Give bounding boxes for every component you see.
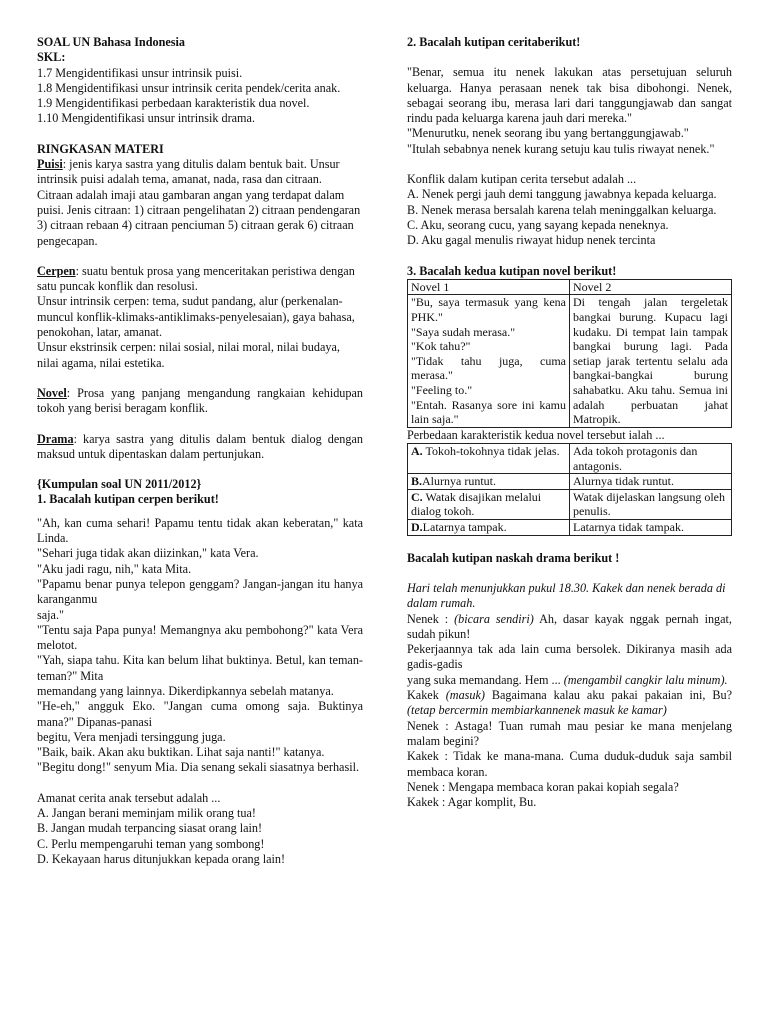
novel1-line: "Saya sudah merasa.": [411, 324, 516, 339]
q1-title: 1. Bacalah kutipan cerpen berikut!: [37, 492, 219, 507]
novel1-line: "Feeling to.": [411, 383, 473, 398]
q1-question: Amanat cerita anak tersebut adalah ...: [37, 790, 221, 805]
option-letter: D.: [411, 520, 423, 535]
skl-label: SKL:: [37, 50, 66, 65]
q1-option: B. Jangan mudah terpancing siasat orang lain!: [37, 821, 263, 836]
option-right-cell: Ada tokoh protagonis dan antagonis.: [570, 444, 732, 474]
novel-term: Novel: [37, 385, 67, 400]
q1-option: A. Jangan berani meminjam milik orang tua!: [37, 806, 256, 821]
drama-text: Agar komplit, Bu.: [447, 795, 537, 810]
drama-line: [407, 642, 732, 673]
kumpulan-heading: {Kumpulan soal UN 2011/2012}: [37, 477, 202, 492]
citraan-text: Citraan adalah imaji atau gambaran angan yang terdapat dalam puisi. Jenis citraan: 1) citraan pengelihatan 2) citraan pendengaran 3) citraan rebaan 4) citraan penciuman 5) citraan gerak 6) citraan pengecapan.: [37, 187, 361, 248]
drama-line: [407, 719, 732, 750]
cerpen-term: Cerpen: [37, 263, 76, 278]
drama-speaker: Nenek :: [407, 779, 449, 794]
drama-text: Astaga! Tuan rumah mau pesiar ke mana menjelang malam begini?: [407, 718, 732, 748]
table-row: [408, 295, 732, 427]
q2-passage: [407, 65, 732, 157]
table-row: [408, 520, 732, 536]
q1-line: "Yah, siapa tahu. Kita kan belum lihat buktinya. Betul, kan teman-teman?" Mita: [37, 653, 363, 683]
option-left-cell: [408, 520, 570, 536]
novel-definition: [37, 386, 363, 417]
option-left-text: Alurnya runtut.: [422, 474, 497, 489]
novel1-line: "Entah. Rasanya sore ini kamu lain saja.": [411, 397, 566, 427]
novel-def-text: : Prosa yang panjang mengandung rangkaian kehidupan tokoh yang berisi beragam konflik.: [37, 385, 363, 416]
drama-text: yang suka memandang. Hem ...: [407, 672, 564, 687]
q2-line: "Menurutku, nenek seorang ibu yang bertanggungjawab.": [407, 126, 689, 141]
drama-script: [407, 612, 732, 811]
q3-title: 3. Bacalah kedua kutipan novel berikut!: [407, 263, 617, 278]
option-letter: C.: [411, 489, 423, 504]
drama-speaker: Kakek :: [407, 749, 454, 764]
option-letter: A.: [411, 444, 423, 459]
stage-direction: (mengambil cangkir lalu minum).: [563, 672, 728, 687]
q1-option: C. Perlu mempengaruhi teman yang sombong!: [37, 836, 265, 851]
stage-direction: (bicara sendiri): [454, 611, 534, 626]
drama-line: [407, 688, 732, 719]
options-table: [407, 443, 732, 536]
drama-intro: Hari telah menunjukkan pukul 18.30. Kakek dan nenek berada di dalam rumah.: [407, 580, 726, 611]
q2-option: B. Nenek merasa bersalah karena telah meninggalkan keluarga.: [407, 202, 717, 217]
q1-passage: [37, 516, 363, 776]
novel2-text: Di tengah jalan tergeletak bangkai burung. Kupacu lagi kudaku. Di tempat lain tampak bangkai burung lagi. Pada setiap jarak tertentu selalu ada bangkai-bangkai burung sahabatku. Aku tahu. Semua ini adalah perbuatan jahat Matropik.: [573, 295, 728, 427]
option-letter: B.: [411, 474, 423, 489]
left-column: [37, 35, 363, 867]
drama-line: [407, 612, 732, 643]
q4-title: Bacalah kutipan naskah drama berikut !: [407, 550, 620, 565]
cerpen-intrinsik: Unsur intrinsik cerpen: tema, sudut pandang, alur (perkenalan-muncul konflik-klimaks-antiklimaks-penyelesaian), gaya bahasa, penokohan, latar, amanat.: [37, 294, 355, 340]
drama-text: Bagaimana kalau aku pakai pakaian ini, Bu?: [484, 688, 732, 703]
table-row: [408, 444, 732, 474]
option-right-cell: Watak dijelaskan langsung oleh penulis.: [570, 489, 732, 519]
right-column: [407, 35, 732, 810]
table-row: [408, 474, 732, 490]
q1-line: memandang yang lainnya. Dikerdipkannya sebelah matanya.: [37, 683, 334, 698]
drama-definition: [37, 432, 363, 463]
q2-option: A. Nenek pergi jauh demi tanggung jawabnya kepada keluarga.: [407, 187, 717, 202]
puisi-term: Puisi: [37, 157, 63, 172]
q3-question: Perbedaan karakteristik kedua novel tersebut ialah ...: [407, 427, 665, 442]
novel1-line: "Tidak tahu juga, cuma merasa.": [411, 353, 566, 383]
option-left-cell: [408, 489, 570, 519]
option-left-text: Watak disajikan melalui dialog tokoh.: [411, 489, 542, 519]
doc-title: SOAL UN Bahasa Indonesia: [37, 35, 185, 49]
stage-direction: (tetap bercermin membiarkannenek masuk ke kamar): [407, 703, 667, 718]
puisi-definition: [37, 157, 363, 188]
drama-text: Ah, dasar kayak nggak pernah ingat, sudah pikun!: [407, 611, 732, 641]
option-left-cell: [408, 444, 570, 474]
drama-line: [407, 795, 732, 810]
drama-speaker: Nenek :: [407, 611, 455, 626]
drama-term: Drama: [37, 431, 74, 446]
q1-line: saja.": [37, 607, 64, 622]
q2-question: Konflik dalam kutipan cerita tersebut adalah ...: [407, 172, 637, 187]
stage-direction: (masuk): [445, 688, 485, 703]
drama-line: [407, 673, 732, 688]
novel2-cell: [570, 295, 732, 427]
q1-line: begitu, Vera menjadi tersinggung juga.: [37, 729, 226, 744]
table-row: [408, 279, 732, 295]
cerpen-def-text: : suatu bentuk prosa yang menceritakan peristiwa dengan satu puncak konflik dan resolusi.: [37, 263, 355, 294]
option-left-text: Tokoh-tokohnya tidak jelas.: [425, 444, 560, 459]
q1-line: "Tentu saja Papa punya! Memangnya aku pembohong?" kata Vera melotot.: [37, 622, 363, 653]
option-right-cell: Latarnya tidak tampak.: [570, 520, 732, 536]
skl-item: 1.10 Mengidentifikasi unsur intrinsik drama.: [37, 111, 255, 126]
table-row: [408, 489, 732, 519]
skl-item: 1.9 Mengidentifikasi perbedaan karakteristik dua novel.: [37, 96, 310, 111]
skl-item: 1.8 Mengidentifikasi unsur intrinsik cerita pendek/cerita anak.: [37, 80, 341, 95]
option-left-cell: [408, 474, 570, 490]
puisi-def-text: : jenis karya sastra yang ditulis dalam bentuk bait. Unsur intrinsik puisi adalah tema, amanat, nada, rasa dan citraan.: [37, 157, 340, 187]
drama-line: [407, 749, 732, 780]
novel1-header: Novel 1: [408, 279, 570, 295]
q2-option: C. Aku, seorang cucu, yang sayang kepada neneknya.: [407, 217, 669, 232]
drama-speaker: Kakek: [407, 688, 446, 703]
q1-option: D. Kekayaan harus ditunjukkan kepada orang lain!: [37, 851, 286, 866]
drama-speaker: Kakek :: [407, 795, 448, 810]
drama-speaker: Nenek :: [407, 718, 455, 733]
cerpen-ekstrinsik: Unsur ekstrinsik cerpen: nilai sosial, nilai moral, nilai budaya, nilai agama, nilai estetika.: [37, 340, 340, 370]
q1-line: "Begitu dong!" senyum Mia. Dia senang sekali siasatnya berhasil.: [37, 760, 360, 775]
drama-text: Tidak ke mana-mana. Cuma duduk-duduk saja sambil membaca koran.: [407, 749, 732, 779]
cerpen-definition: [37, 264, 363, 295]
novel1-cell: [408, 295, 570, 427]
q1-line: "He-eh," angguk Eko. "Jangan cuma omong saja. Buktinya mana?" Dipanas-panasi: [37, 699, 363, 729]
novel1-line: "Bu, saya termasuk yang kena PHK.": [411, 295, 566, 325]
q1-line: "Sehari juga tidak akan diizinkan," kata Vera.: [37, 546, 259, 561]
novel-table: [407, 279, 732, 428]
q2-line: "Benar, semua itu nenek lakukan atas persetujuan seluruh keluarga. Hanya perasaan nenek tak bisa dibohongi. Nenek, sebagai seorang ibu, merasa lari dari tanggungjawab dan sangat rindu pada keluarga karena jauh dari mereka.": [407, 65, 732, 126]
drama-text: Mengapa membaca koran pakai kopiah segala?: [448, 779, 679, 794]
q1-line: "Ah, kan cuma sehari! Papamu tentu tidak akan keberatan," kata Linda.: [37, 515, 363, 546]
novel2-header: Novel 2: [570, 279, 732, 295]
drama-line: [407, 780, 732, 795]
ringkasan-title: RINGKASAN MATERI: [37, 141, 164, 156]
q2-line: "Itulah sebabnya nenek kurang setuju kau tulis riwayat nenek.": [407, 141, 715, 156]
skl-item: 1.7 Mengidentifikasi unsur intrinsik puisi.: [37, 65, 243, 80]
drama-text: Pekerjaannya tak ada lain cuma bersolek. Dikiranya masih ada gadis-gadis: [407, 642, 732, 672]
option-left-text: Latarnya tampak.: [422, 520, 507, 535]
q2-title: 2. Bacalah kutipan ceritaberikut!: [407, 35, 581, 49]
q1-line: "Papamu benar punya telepon genggam? Jangan-jangan itu hanya karanganmu: [37, 576, 363, 607]
drama-def-text: : karya sastra yang ditulis dalam bentuk dialog dengan maksud untuk dipentaskan dalam pertunjukan.: [37, 431, 363, 461]
option-right-cell: Alurnya tidak runtut.: [570, 474, 732, 490]
q1-line: "Aku jadi ragu, nih," kata Mita.: [37, 561, 192, 576]
q2-option: D. Aku gagal menulis riwayat hidup nenek tercinta: [407, 233, 656, 248]
q1-line: "Baik, baik. Akan aku buktikan. Lihat saja nanti!" katanya.: [37, 745, 325, 760]
novel1-line: "Kok tahu?": [411, 339, 471, 354]
